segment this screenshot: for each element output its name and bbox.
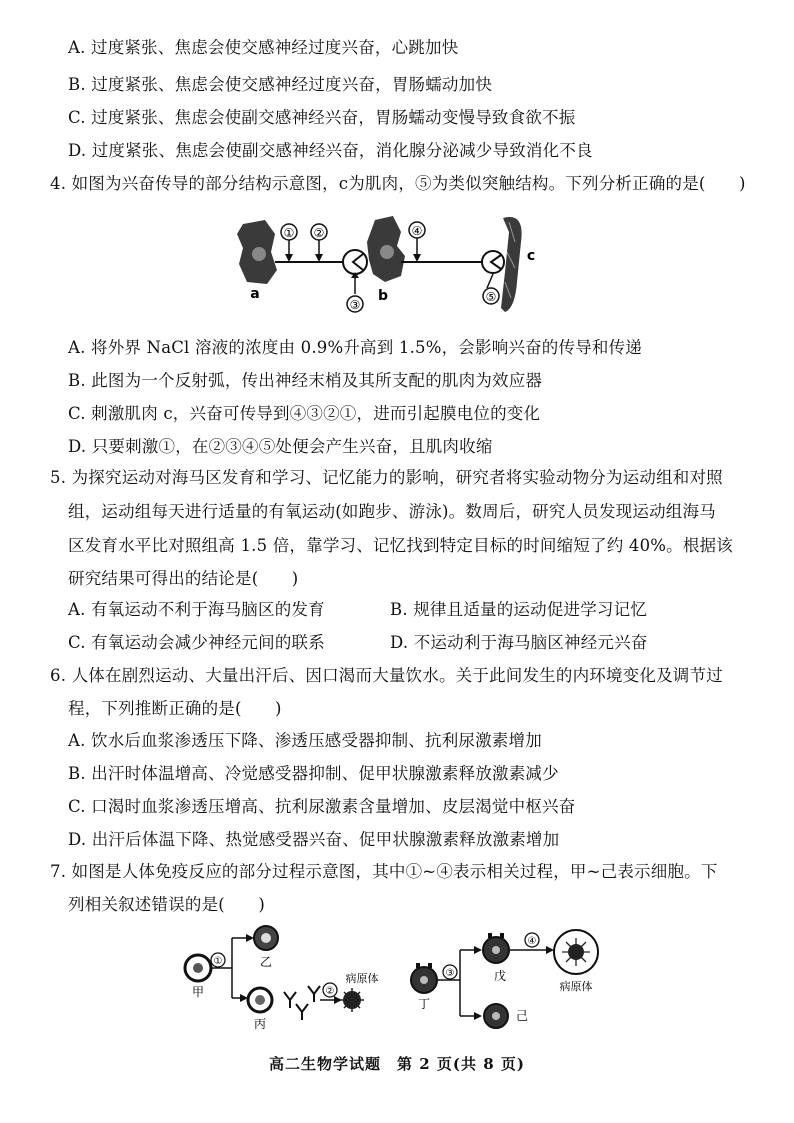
- cell-bing: 丙: [253, 1017, 267, 1031]
- q6-option-a: A. 饮水后血浆渗透压下降、渗透压感受器抑制、抗利尿激素增加: [68, 731, 542, 750]
- marker-5: ⑤: [485, 290, 497, 304]
- pathogen-label-2: 病原体: [559, 980, 593, 993]
- q5-option-c: C. 有氧运动会减少神经元间的联系: [68, 633, 325, 652]
- marker-4: ④: [411, 224, 423, 238]
- q3-option-c: C. 过度紧张、焦虑会使副交感神经兴奋，胃肠蠕动变慢导致食欲不振: [68, 108, 576, 127]
- cell-wu: 戊: [493, 969, 507, 983]
- q3-option-d: D. 过度紧张、焦虑会使副交感神经兴奋，消化腺分泌减少导致消化不良: [68, 141, 593, 160]
- q4-option-a: A. 将外界 NaCl 溶液的浓度由 0.9%升高到 1.5%，会影响兴奋的传导和传递: [68, 338, 642, 357]
- q6-option-c: C. 口渴时血浆渗透压增高、抗利尿激素含量增加、皮层渴觉中枢兴奋: [68, 797, 576, 816]
- q5-stem-line-4: 研究结果可得出的结论是( ): [68, 569, 299, 588]
- marker-3-immune: ③: [445, 968, 455, 979]
- q5-stem-line-3: 区发育水平比对照组高 1.5 倍，靠学习、记忆找到特定目标的时间缩短了约 40%。根据该: [68, 536, 733, 555]
- pathogen-label-1: 病原体: [345, 972, 379, 985]
- q5-option-a: A. 有氧运动不利于海马脑区的发育: [68, 600, 325, 619]
- label-b: b: [377, 288, 389, 304]
- q5-stem-line-2: 组，运动组每天进行适量的有氧运动(如跑步、游泳)。数周后，研究人员发现运动组海马: [68, 502, 716, 521]
- q4-stem: 4. 如图为兴奋传导的部分结构示意图，c为肌肉，⑤为类似突触结构。下列分析正确的是( ): [50, 174, 746, 193]
- label-c: c: [526, 248, 536, 264]
- page-footer: 高二生物学试题 第 2 页(共 8 页): [269, 1055, 525, 1073]
- q3-option-a: A. 过度紧张、焦虑会使交感神经过度兴奋，心跳加快: [68, 38, 459, 57]
- marker-2-immune: ②: [325, 986, 335, 997]
- marker-1-immune: ①: [213, 956, 223, 967]
- q5-option-d: D. 不运动利于海马脑区神经元兴奋: [390, 633, 648, 652]
- q5-stem-line-1: 5. 为探究运动对海马区发育和学习、记忆能力的影响，研究者将实验动物分为运动组和对照: [50, 468, 723, 487]
- marker-4-immune: ④: [527, 936, 537, 947]
- cell-ji: 己: [515, 1009, 529, 1023]
- q4-option-d: D. 只要刺激①，在②③④⑤处便会产生兴奋，且肌肉收缩: [68, 437, 493, 456]
- q7-stem-line-1: 7. 如图是人体免疫反应的部分过程示意图，其中①~④表示相关过程，甲~己表示细胞。下: [50, 862, 718, 881]
- q7-stem-line-2: 列相关叙述错误的是( ): [68, 895, 265, 914]
- q6-stem-line-1: 6. 人体在剧烈运动、大量出汗后、因口渴而大量饮水。关于此间发生的内环境变化及调节过: [50, 666, 723, 685]
- label-a: a: [250, 286, 260, 302]
- q3-option-b: B. 过度紧张、焦虑会使交感神经过度兴奋，胃肠蠕动加快: [68, 75, 493, 94]
- cell-jia: 甲: [191, 985, 205, 999]
- q4-nerve-diagram: [225, 212, 555, 322]
- q4-option-c: C. 刺激肌肉 c，兴奋可传导到④③②①，进而引起膜电位的变化: [68, 404, 541, 423]
- marker-1: ①: [283, 226, 295, 240]
- cell-yi: 乙: [259, 955, 273, 969]
- q6-stem-line-2: 程，下列推断正确的是( ): [68, 699, 282, 718]
- q5-option-b: B. 规律且适量的运动促进学习记忆: [390, 600, 648, 619]
- marker-3: ③: [349, 298, 361, 312]
- q6-option-d: D. 出汗后体温下降、热觉感受器兴奋、促甲状腺激素释放激素增加: [68, 830, 560, 849]
- q7-immune-diagram: [180, 920, 620, 1040]
- cell-ding: 丁: [417, 997, 431, 1011]
- q4-option-b: B. 此图为一个反射弧，传出神经末梢及其所支配的肌肉为效应器: [68, 371, 543, 390]
- q6-option-b: B. 出汗时体温增高、冷觉感受器抑制、促甲状腺激素释放激素减少: [68, 764, 559, 783]
- marker-2: ②: [313, 226, 325, 240]
